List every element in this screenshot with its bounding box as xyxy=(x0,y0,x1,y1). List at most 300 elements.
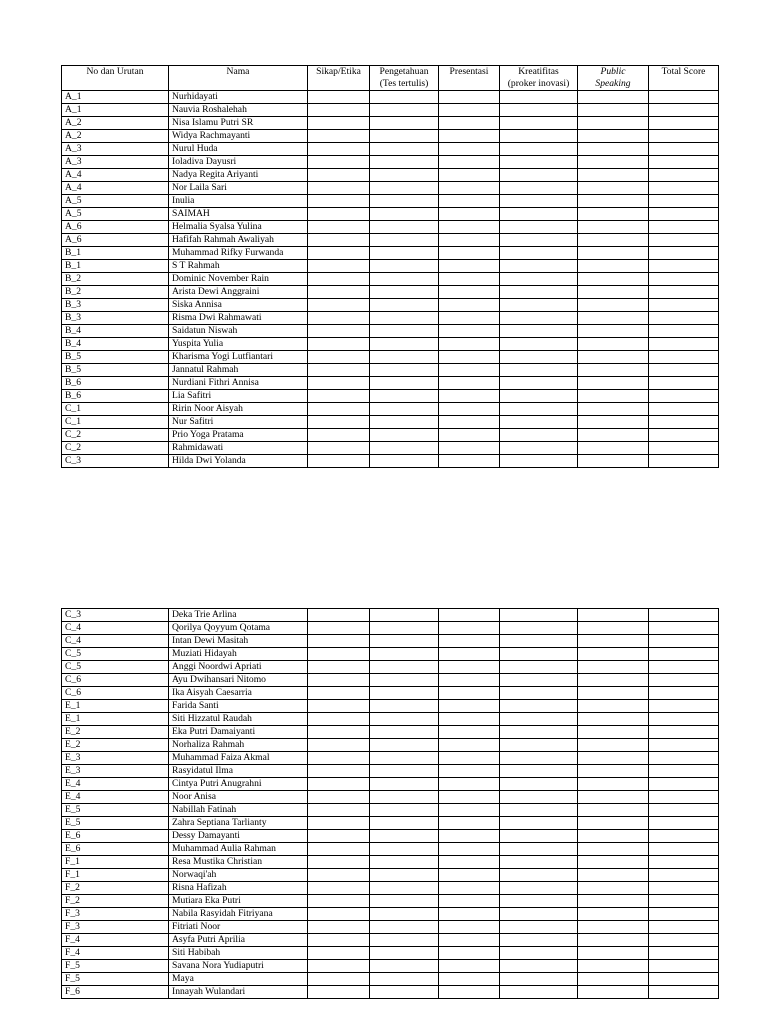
table-row xyxy=(62,986,719,999)
cell-nama: Nurhidayati xyxy=(169,91,308,104)
cell-no: F_4 xyxy=(62,947,169,960)
cell-pengetahuan xyxy=(370,117,439,130)
cell-total-score xyxy=(649,234,719,247)
cell-kreatifitas xyxy=(500,817,578,830)
cell-public-speaking xyxy=(578,338,649,351)
cell-pengetahuan xyxy=(370,299,439,312)
cell-sikap xyxy=(308,843,370,856)
cell-nama: Maya xyxy=(169,973,308,986)
cell-sikap xyxy=(308,661,370,674)
cell-pengetahuan xyxy=(370,635,439,648)
cell-presentasi xyxy=(439,208,500,221)
cell-total-score xyxy=(649,221,719,234)
cell-public-speaking xyxy=(578,622,649,635)
cell-sikap xyxy=(308,143,370,156)
cell-nama: Nauvia Roshalehah xyxy=(169,104,308,117)
cell-public-speaking xyxy=(578,921,649,934)
cell-pengetahuan xyxy=(370,143,439,156)
cell-total-score xyxy=(649,156,719,169)
cell-public-speaking xyxy=(578,856,649,869)
cell-sikap xyxy=(308,908,370,921)
cell-pengetahuan xyxy=(370,130,439,143)
cell-kreatifitas xyxy=(500,247,578,260)
cell-presentasi xyxy=(439,947,500,960)
cell-total-score xyxy=(649,765,719,778)
cell-nama: Risna Hafizah xyxy=(169,882,308,895)
cell-pengetahuan xyxy=(370,804,439,817)
cell-nama: Dominic November Rain xyxy=(169,273,308,286)
cell-nama: Saidatun Niswah xyxy=(169,325,308,338)
table-row xyxy=(62,921,719,934)
cell-public-speaking xyxy=(578,117,649,130)
cell-kreatifitas xyxy=(500,986,578,999)
cell-nama: Nisa Islamu Putri SR xyxy=(169,117,308,130)
cell-pengetahuan xyxy=(370,843,439,856)
cell-pengetahuan xyxy=(370,687,439,700)
cell-nama: Arista Dewi Anggraini xyxy=(169,286,308,299)
cell-pengetahuan xyxy=(370,674,439,687)
cell-public-speaking xyxy=(578,104,649,117)
cell-nama: Prio Yoga Pratama xyxy=(169,429,308,442)
cell-nama: Asyfa Putri Aprilia xyxy=(169,934,308,947)
cell-no: A_2 xyxy=(62,130,169,143)
cell-public-speaking xyxy=(578,312,649,325)
cell-presentasi xyxy=(439,143,500,156)
cell-presentasi xyxy=(439,778,500,791)
cell-no: A_1 xyxy=(62,91,169,104)
cell-no: A_6 xyxy=(62,221,169,234)
cell-kreatifitas xyxy=(500,752,578,765)
cell-total-score xyxy=(649,804,719,817)
cell-no: F_5 xyxy=(62,973,169,986)
table-row xyxy=(62,947,719,960)
cell-total-score xyxy=(649,791,719,804)
cell-nama: Nurdiani Fithri Annisa xyxy=(169,377,308,390)
table-row xyxy=(62,390,719,403)
cell-nama: Muhammad Rifky Furwanda xyxy=(169,247,308,260)
cell-nama: Fitriati Noor xyxy=(169,921,308,934)
cell-pengetahuan xyxy=(370,752,439,765)
cell-kreatifitas xyxy=(500,843,578,856)
cell-sikap xyxy=(308,338,370,351)
cell-presentasi xyxy=(439,234,500,247)
cell-presentasi xyxy=(439,934,500,947)
cell-pengetahuan xyxy=(370,273,439,286)
cell-kreatifitas xyxy=(500,325,578,338)
cell-sikap xyxy=(308,169,370,182)
cell-nama: Nurul Huda xyxy=(169,143,308,156)
table-row xyxy=(62,700,719,713)
cell-public-speaking xyxy=(578,726,649,739)
cell-kreatifitas xyxy=(500,856,578,869)
cell-nama: Ika Aisyah Caesarria xyxy=(169,687,308,700)
cell-no: E_6 xyxy=(62,843,169,856)
cell-presentasi xyxy=(439,91,500,104)
cell-pengetahuan xyxy=(370,416,439,429)
cell-total-score xyxy=(649,91,719,104)
cell-kreatifitas xyxy=(500,442,578,455)
header-public-line2: Speaking xyxy=(595,78,631,89)
cell-nama: Mutiara Eka Putri xyxy=(169,895,308,908)
cell-public-speaking xyxy=(578,455,649,468)
table-row xyxy=(62,934,719,947)
cell-no: B_1 xyxy=(62,247,169,260)
cell-presentasi xyxy=(439,960,500,973)
cell-total-score xyxy=(649,869,719,882)
cell-pengetahuan xyxy=(370,351,439,364)
cell-sikap xyxy=(308,739,370,752)
cell-presentasi xyxy=(439,416,500,429)
cell-pengetahuan xyxy=(370,713,439,726)
cell-presentasi xyxy=(439,674,500,687)
cell-pengetahuan xyxy=(370,817,439,830)
cell-pengetahuan xyxy=(370,778,439,791)
cell-no: A_1 xyxy=(62,104,169,117)
cell-total-score xyxy=(649,882,719,895)
table-row xyxy=(62,869,719,882)
cell-public-speaking xyxy=(578,791,649,804)
cell-presentasi xyxy=(439,312,500,325)
cell-sikap xyxy=(308,260,370,273)
header-total-score: Total Score xyxy=(649,66,719,91)
cell-pengetahuan xyxy=(370,622,439,635)
cell-presentasi xyxy=(439,325,500,338)
cell-sikap xyxy=(308,182,370,195)
header-nama: Nama xyxy=(169,66,308,91)
cell-pengetahuan xyxy=(370,286,439,299)
cell-sikap xyxy=(308,403,370,416)
cell-no: F_1 xyxy=(62,856,169,869)
header-pengetahuan xyxy=(370,66,439,91)
cell-nama: Ayu Dwihansari Nitomo xyxy=(169,674,308,687)
table-row xyxy=(62,195,719,208)
cell-kreatifitas xyxy=(500,208,578,221)
cell-sikap xyxy=(308,104,370,117)
cell-public-speaking xyxy=(578,713,649,726)
cell-sikap xyxy=(308,648,370,661)
cell-pengetahuan xyxy=(370,986,439,999)
table-row xyxy=(62,104,719,117)
table-row xyxy=(62,765,719,778)
cell-total-score xyxy=(649,778,719,791)
cell-no: A_4 xyxy=(62,169,169,182)
cell-total-score xyxy=(649,260,719,273)
table-row xyxy=(62,273,719,286)
cell-total-score xyxy=(649,687,719,700)
cell-kreatifitas xyxy=(500,765,578,778)
cell-kreatifitas xyxy=(500,195,578,208)
cell-nama: Nur Safitri xyxy=(169,416,308,429)
table-row xyxy=(62,117,719,130)
cell-no: F_3 xyxy=(62,921,169,934)
cell-nama: Resa Mustika Christian xyxy=(169,856,308,869)
cell-kreatifitas xyxy=(500,635,578,648)
cell-total-score xyxy=(649,364,719,377)
cell-no: A_4 xyxy=(62,182,169,195)
cell-kreatifitas xyxy=(500,973,578,986)
cell-kreatifitas xyxy=(500,377,578,390)
cell-public-speaking xyxy=(578,908,649,921)
cell-presentasi xyxy=(439,856,500,869)
cell-pengetahuan xyxy=(370,882,439,895)
cell-presentasi xyxy=(439,156,500,169)
cell-presentasi xyxy=(439,752,500,765)
cell-no: B_6 xyxy=(62,390,169,403)
cell-nama: Yuspita Yulia xyxy=(169,338,308,351)
cell-public-speaking xyxy=(578,169,649,182)
cell-public-speaking xyxy=(578,609,649,622)
table-row xyxy=(62,182,719,195)
cell-nama: Savana Nora Yudiaputri xyxy=(169,960,308,973)
table-row xyxy=(62,726,719,739)
cell-kreatifitas xyxy=(500,804,578,817)
cell-presentasi xyxy=(439,661,500,674)
cell-no: E_4 xyxy=(62,791,169,804)
cell-kreatifitas xyxy=(500,700,578,713)
cell-total-score xyxy=(649,830,719,843)
cell-public-speaking xyxy=(578,325,649,338)
table-row xyxy=(62,338,719,351)
cell-public-speaking xyxy=(578,442,649,455)
cell-kreatifitas xyxy=(500,91,578,104)
cell-presentasi xyxy=(439,247,500,260)
cell-pengetahuan xyxy=(370,156,439,169)
cell-total-score xyxy=(649,377,719,390)
cell-presentasi xyxy=(439,429,500,442)
cell-kreatifitas xyxy=(500,221,578,234)
cell-pengetahuan xyxy=(370,830,439,843)
table-row xyxy=(62,377,719,390)
cell-pengetahuan xyxy=(370,609,439,622)
cell-total-score xyxy=(649,986,719,999)
cell-sikap xyxy=(308,390,370,403)
cell-public-speaking xyxy=(578,286,649,299)
cell-kreatifitas xyxy=(500,908,578,921)
cell-total-score xyxy=(649,403,719,416)
cell-total-score xyxy=(649,908,719,921)
cell-public-speaking xyxy=(578,687,649,700)
cell-nama: Norwaqi'ah xyxy=(169,869,308,882)
cell-pengetahuan xyxy=(370,104,439,117)
cell-kreatifitas xyxy=(500,648,578,661)
cell-public-speaking xyxy=(578,364,649,377)
cell-sikap xyxy=(308,778,370,791)
cell-kreatifitas xyxy=(500,882,578,895)
cell-presentasi xyxy=(439,286,500,299)
cell-public-speaking xyxy=(578,804,649,817)
cell-no: A_3 xyxy=(62,156,169,169)
cell-presentasi xyxy=(439,687,500,700)
cell-presentasi xyxy=(439,195,500,208)
cell-pengetahuan xyxy=(370,390,439,403)
cell-no: E_1 xyxy=(62,713,169,726)
table-row xyxy=(62,622,719,635)
cell-no: C_6 xyxy=(62,674,169,687)
cell-nama: Siska Annisa xyxy=(169,299,308,312)
cell-sikap xyxy=(308,752,370,765)
cell-pengetahuan xyxy=(370,791,439,804)
cell-sikap xyxy=(308,947,370,960)
cell-public-speaking xyxy=(578,635,649,648)
cell-no: F_1 xyxy=(62,869,169,882)
cell-nama: Intan Dewi Masitah xyxy=(169,635,308,648)
cell-nama: Deka Trie Arlina xyxy=(169,609,308,622)
cell-no: E_3 xyxy=(62,752,169,765)
cell-no: B_5 xyxy=(62,364,169,377)
cell-kreatifitas xyxy=(500,921,578,934)
cell-sikap xyxy=(308,609,370,622)
cell-presentasi xyxy=(439,299,500,312)
cell-kreatifitas xyxy=(500,234,578,247)
cell-total-score xyxy=(649,752,719,765)
cell-kreatifitas xyxy=(500,143,578,156)
table-row xyxy=(62,674,719,687)
cell-pengetahuan xyxy=(370,921,439,934)
cell-total-score xyxy=(649,117,719,130)
cell-public-speaking xyxy=(578,752,649,765)
cell-nama: Nadya Regita Ariyanti xyxy=(169,169,308,182)
table-row xyxy=(62,739,719,752)
cell-pengetahuan xyxy=(370,221,439,234)
cell-presentasi xyxy=(439,442,500,455)
cell-presentasi xyxy=(439,921,500,934)
table-row xyxy=(62,247,719,260)
cell-nama: Nabila Rasyidah Fitriyana xyxy=(169,908,308,921)
cell-pengetahuan xyxy=(370,377,439,390)
cell-public-speaking xyxy=(578,377,649,390)
cell-public-speaking xyxy=(578,778,649,791)
cell-total-score xyxy=(649,609,719,622)
cell-no: C_1 xyxy=(62,403,169,416)
header-sikap: Sikap/Etika xyxy=(308,66,370,91)
cell-kreatifitas xyxy=(500,778,578,791)
cell-public-speaking xyxy=(578,817,649,830)
cell-nama: Muziati Hidayah xyxy=(169,648,308,661)
cell-total-score xyxy=(649,208,719,221)
cell-sikap xyxy=(308,830,370,843)
cell-presentasi xyxy=(439,830,500,843)
cell-presentasi xyxy=(439,648,500,661)
cell-sikap xyxy=(308,622,370,635)
cell-presentasi xyxy=(439,726,500,739)
cell-pengetahuan xyxy=(370,973,439,986)
cell-total-score xyxy=(649,726,719,739)
cell-total-score xyxy=(649,429,719,442)
cell-pengetahuan xyxy=(370,234,439,247)
cell-pengetahuan xyxy=(370,260,439,273)
cell-presentasi xyxy=(439,791,500,804)
cell-kreatifitas xyxy=(500,661,578,674)
cell-public-speaking xyxy=(578,739,649,752)
cell-kreatifitas xyxy=(500,429,578,442)
table-row xyxy=(62,752,719,765)
cell-sikap xyxy=(308,960,370,973)
table-row xyxy=(62,882,719,895)
cell-pengetahuan xyxy=(370,726,439,739)
cell-total-score xyxy=(649,286,719,299)
cell-sikap xyxy=(308,973,370,986)
cell-nama: SAIMAH xyxy=(169,208,308,221)
table-row xyxy=(62,908,719,921)
cell-sikap xyxy=(308,934,370,947)
cell-total-score xyxy=(649,104,719,117)
cell-kreatifitas xyxy=(500,156,578,169)
cell-public-speaking xyxy=(578,429,649,442)
cell-no: F_3 xyxy=(62,908,169,921)
cell-sikap xyxy=(308,364,370,377)
table-row xyxy=(62,687,719,700)
cell-sikap xyxy=(308,377,370,390)
table-row xyxy=(62,960,719,973)
table-row xyxy=(62,416,719,429)
table-row xyxy=(62,260,719,273)
cell-sikap xyxy=(308,416,370,429)
cell-presentasi xyxy=(439,908,500,921)
cell-public-speaking xyxy=(578,882,649,895)
cell-sikap xyxy=(308,234,370,247)
cell-total-score xyxy=(649,934,719,947)
table-row xyxy=(62,130,719,143)
cell-sikap xyxy=(308,299,370,312)
cell-total-score xyxy=(649,312,719,325)
cell-sikap xyxy=(308,221,370,234)
cell-sikap xyxy=(308,325,370,338)
header-presentasi: Presentasi xyxy=(439,66,500,91)
cell-presentasi xyxy=(439,765,500,778)
header-pengetahuan-line2: (Tes tertulis) xyxy=(379,78,429,89)
cell-public-speaking xyxy=(578,351,649,364)
cell-pengetahuan xyxy=(370,325,439,338)
cell-sikap xyxy=(308,765,370,778)
cell-pengetahuan xyxy=(370,960,439,973)
cell-nama: Kharisma Yogi Lutfiantari xyxy=(169,351,308,364)
cell-no: B_1 xyxy=(62,260,169,273)
cell-total-score xyxy=(649,143,719,156)
cell-presentasi xyxy=(439,609,500,622)
cell-presentasi xyxy=(439,895,500,908)
cell-total-score xyxy=(649,130,719,143)
table-row xyxy=(62,299,719,312)
cell-pengetahuan xyxy=(370,169,439,182)
cell-public-speaking xyxy=(578,208,649,221)
cell-total-score xyxy=(649,195,719,208)
cell-presentasi xyxy=(439,817,500,830)
cell-total-score xyxy=(649,325,719,338)
cell-kreatifitas xyxy=(500,312,578,325)
header-kreatifitas xyxy=(500,66,578,91)
cell-public-speaking xyxy=(578,960,649,973)
cell-pengetahuan xyxy=(370,429,439,442)
cell-kreatifitas xyxy=(500,416,578,429)
table-row xyxy=(62,169,719,182)
cell-total-score xyxy=(649,661,719,674)
cell-kreatifitas xyxy=(500,351,578,364)
cell-total-score xyxy=(649,648,719,661)
cell-nama: Innayah Wulandari xyxy=(169,986,308,999)
cell-total-score xyxy=(649,921,719,934)
table-row xyxy=(62,778,719,791)
cell-nama: Rasyidatul Ilma xyxy=(169,765,308,778)
cell-no: A_2 xyxy=(62,117,169,130)
cell-nama: Helmalia Syalsa Yulina xyxy=(169,221,308,234)
header-kreatifitas-line1: Kreatifitas xyxy=(518,66,559,77)
cell-pengetahuan xyxy=(370,455,439,468)
cell-no: E_1 xyxy=(62,700,169,713)
cell-sikap xyxy=(308,726,370,739)
cell-nama: Lia Safitri xyxy=(169,390,308,403)
cell-public-speaking xyxy=(578,273,649,286)
cell-no: E_4 xyxy=(62,778,169,791)
